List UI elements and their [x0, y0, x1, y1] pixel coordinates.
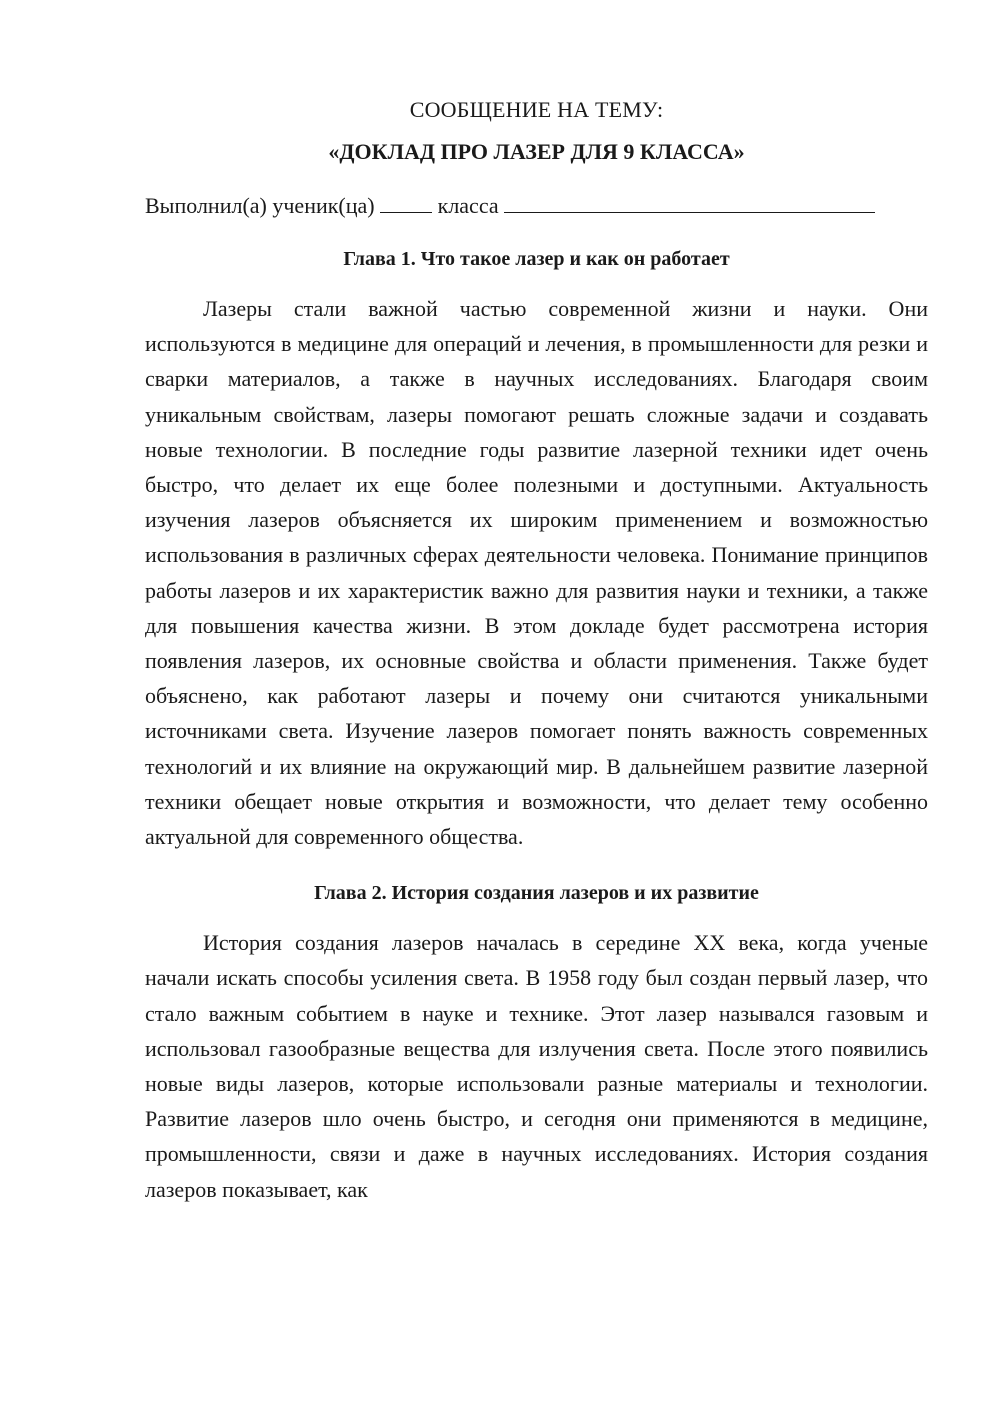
author-line — [145, 188, 928, 224]
chapter-2-heading: Глава 2. История создания лазеров и их развитие — [314, 882, 759, 905]
document-title: «ДОКЛАД ПРО ЛАЗЕР ДЛЯ 9 КЛАССА» — [328, 139, 745, 164]
grade-word-label: класса — [437, 193, 499, 218]
chapter-1-paragraph: Лазеры стали важной частью современной жизни и науки. Они используются в медицине для операций и лечения, в промышленности для резки и сварки материалов, а также в научных исследованиях. Благодаря своим уникальным свойствам, лазеры помогают решать сложные задачи и создавать новые технологии. В последние годы развитие лазерной техники идет очень быстро, что делает их еще более полезными и доступными. Актуальность изучения лазеров объясняется их широким применением и возможностью использования в различных сферах деятельности человека. Понимание принципов работы лазеров и их характеристик важно для развития науки и техники, а также для повышения качества жизни. В этом докладе будет рассмотрена история появления лазеров, их основные свойства и области применения. Также будет объяснено, как работают лазеры и почему они считаются уникальными источниками света. Изучение лазеров помогает понять важность современных технологий и их влияние на окружающий мир. В дальнейшем развитие лазерной техники обещает новые открытия и возможности, что делает тему особенно актуальной для современного общества. — [145, 296, 928, 850]
grade-number-blank — [380, 190, 432, 213]
topic-label: СООБЩЕНИЕ НА ТЕМУ: — [409, 97, 664, 122]
document-content — [145, 92, 928, 1207]
chapter-1-heading: Глава 1. Что такое лазер и как он работает — [343, 248, 730, 270]
student-name-blank — [504, 190, 875, 213]
chapter-2-paragraph: История создания лазеров началась в середине XX века, когда ученые начали искать способы усиления света. В 1958 году был создан первый лазер, что стало важным событием в науке и технике. Этот лазер назывался газовым и использовал газообразные вещества для излучения света. После этого появились новые виды лазеров, которые использовали разные материалы и технологии. Развитие лазеров шло очень быстро, и сегодня они применяются в медицине, промышленности, связи и даже в научных исследованиях. История создания лазеров показывает, как — [145, 930, 928, 1202]
performed-by-label: Выполнил(а) ученик(ца) — [145, 193, 375, 218]
